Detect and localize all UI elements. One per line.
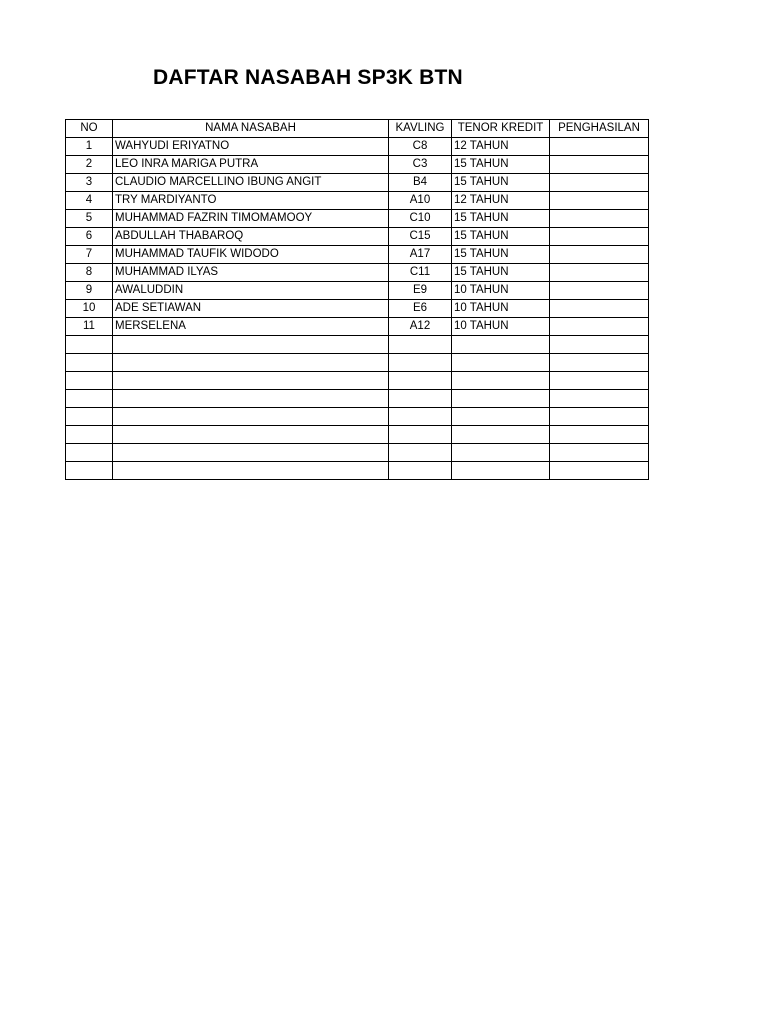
cell-kavling[interactable]: C3 <box>389 156 452 174</box>
cell-kavling[interactable]: C10 <box>389 210 452 228</box>
cell-no[interactable] <box>66 408 113 426</box>
table-row <box>66 426 649 444</box>
table-row <box>66 318 649 336</box>
table-row <box>66 354 649 372</box>
cell-kavling[interactable]: B4 <box>389 174 452 192</box>
cell-tenor[interactable] <box>452 336 550 354</box>
table-row <box>66 228 649 246</box>
cell-income[interactable] <box>550 444 649 462</box>
cell-income[interactable] <box>550 246 649 264</box>
table-row <box>66 336 649 354</box>
cell-no[interactable]: 9 <box>66 282 113 300</box>
table-header-row <box>66 120 649 138</box>
cell-name[interactable]: LEO INRA MARIGA PUTRA <box>113 156 389 174</box>
cell-name[interactable] <box>113 408 389 426</box>
cell-income[interactable] <box>550 372 649 390</box>
cell-income[interactable] <box>550 354 649 372</box>
table-row <box>66 390 649 408</box>
cell-kavling[interactable]: C8 <box>389 138 452 156</box>
cell-income[interactable] <box>550 426 649 444</box>
cell-kavling[interactable] <box>389 336 452 354</box>
table-row <box>66 444 649 462</box>
cell-kavling[interactable]: A12 <box>389 318 452 336</box>
cell-tenor[interactable]: 15 TAHUN <box>452 228 550 246</box>
table-row <box>66 282 649 300</box>
table-row <box>66 300 649 318</box>
cell-no[interactable] <box>66 336 113 354</box>
cell-income[interactable] <box>550 228 649 246</box>
cell-name[interactable] <box>113 462 389 480</box>
cell-kavling[interactable] <box>389 444 452 462</box>
cell-no[interactable] <box>66 426 113 444</box>
cell-income[interactable] <box>550 210 649 228</box>
table-row <box>66 408 649 426</box>
cell-name[interactable]: AWALUDDIN <box>113 282 389 300</box>
cell-income[interactable] <box>550 408 649 426</box>
cell-tenor[interactable] <box>452 354 550 372</box>
cell-name[interactable]: MUHAMMAD TAUFIK WIDODO <box>113 246 389 264</box>
cell-no[interactable]: 10 <box>66 300 113 318</box>
cell-no[interactable]: 2 <box>66 156 113 174</box>
cell-income[interactable] <box>550 300 649 318</box>
cell-name[interactable] <box>113 372 389 390</box>
cell-no[interactable] <box>66 354 113 372</box>
cell-no[interactable]: 7 <box>66 246 113 264</box>
cell-kavling[interactable]: A10 <box>389 192 452 210</box>
cell-name[interactable] <box>113 390 389 408</box>
cell-income[interactable] <box>550 138 649 156</box>
table-body <box>66 138 649 480</box>
cell-income[interactable] <box>550 174 649 192</box>
column-header-name: NAMA NASABAH <box>113 120 389 138</box>
customer-table <box>65 119 649 480</box>
cell-name[interactable]: WAHYUDI ERIYATNO <box>113 138 389 156</box>
cell-no[interactable]: 11 <box>66 318 113 336</box>
table-row <box>66 210 649 228</box>
cell-tenor[interactable] <box>452 408 550 426</box>
table-row <box>66 264 649 282</box>
cell-income[interactable] <box>550 156 649 174</box>
cell-name[interactable]: CLAUDIO MARCELLINO IBUNG ANGIT <box>113 174 389 192</box>
cell-tenor[interactable] <box>452 426 550 444</box>
cell-name[interactable] <box>113 426 389 444</box>
table-row <box>66 138 649 156</box>
cell-no[interactable]: 1 <box>66 138 113 156</box>
table-row <box>66 156 649 174</box>
cell-no[interactable] <box>66 462 113 480</box>
cell-no[interactable]: 6 <box>66 228 113 246</box>
table-row <box>66 372 649 390</box>
table-row <box>66 192 649 210</box>
cell-kavling[interactable]: A17 <box>389 246 452 264</box>
cell-income[interactable] <box>550 282 649 300</box>
column-header-kavling: KAVLING <box>389 120 452 138</box>
page-title: DAFTAR NASABAH SP3K BTN <box>153 66 463 89</box>
cell-tenor[interactable] <box>452 372 550 390</box>
cell-no[interactable] <box>66 372 113 390</box>
column-header-income: PENGHASILAN <box>550 120 649 138</box>
cell-kavling[interactable]: C15 <box>389 228 452 246</box>
cell-kavling[interactable] <box>389 390 452 408</box>
cell-tenor[interactable]: 12 TAHUN <box>452 138 550 156</box>
cell-name[interactable]: ABDULLAH THABAROQ <box>113 228 389 246</box>
column-header-no: NO <box>66 120 113 138</box>
table-row <box>66 462 649 480</box>
cell-tenor[interactable]: 10 TAHUN <box>452 300 550 318</box>
table-row <box>66 174 649 192</box>
cell-no[interactable]: 5 <box>66 210 113 228</box>
cell-no[interactable] <box>66 390 113 408</box>
cell-name[interactable]: MUHAMMAD ILYAS <box>113 264 389 282</box>
column-header-tenor: TENOR KREDIT <box>452 120 550 138</box>
cell-kavling[interactable] <box>389 408 452 426</box>
cell-no[interactable] <box>66 444 113 462</box>
cell-tenor[interactable]: 15 TAHUN <box>452 174 550 192</box>
cell-no[interactable]: 3 <box>66 174 113 192</box>
cell-tenor[interactable]: 15 TAHUN <box>452 210 550 228</box>
cell-name[interactable]: ADE SETIAWAN <box>113 300 389 318</box>
cell-income[interactable] <box>550 264 649 282</box>
cell-tenor[interactable]: 15 TAHUN <box>452 264 550 282</box>
cell-tenor[interactable]: 10 TAHUN <box>452 282 550 300</box>
cell-name[interactable]: MUHAMMAD FAZRIN TIMOMAMOOY <box>113 210 389 228</box>
cell-name[interactable]: MERSELENA <box>113 318 389 336</box>
cell-kavling[interactable]: C11 <box>389 264 452 282</box>
cell-no[interactable]: 8 <box>66 264 113 282</box>
cell-income[interactable] <box>550 390 649 408</box>
cell-no[interactable]: 4 <box>66 192 113 210</box>
cell-name[interactable]: TRY MARDIYANTO <box>113 192 389 210</box>
cell-name[interactable] <box>113 354 389 372</box>
cell-tenor[interactable]: 15 TAHUN <box>452 156 550 174</box>
cell-income[interactable] <box>550 462 649 480</box>
cell-income[interactable] <box>550 318 649 336</box>
cell-kavling[interactable]: E6 <box>389 300 452 318</box>
cell-kavling[interactable] <box>389 462 452 480</box>
cell-tenor[interactable]: 12 TAHUN <box>452 192 550 210</box>
cell-tenor[interactable] <box>452 444 550 462</box>
cell-income[interactable] <box>550 336 649 354</box>
cell-income[interactable] <box>550 192 649 210</box>
cell-kavling[interactable] <box>389 372 452 390</box>
cell-tenor[interactable]: 10 TAHUN <box>452 318 550 336</box>
cell-tenor[interactable]: 15 TAHUN <box>452 246 550 264</box>
cell-name[interactable] <box>113 444 389 462</box>
cell-kavling[interactable] <box>389 426 452 444</box>
cell-tenor[interactable] <box>452 390 550 408</box>
table-row <box>66 246 649 264</box>
cell-name[interactable] <box>113 336 389 354</box>
cell-tenor[interactable] <box>452 462 550 480</box>
cell-kavling[interactable]: E9 <box>389 282 452 300</box>
cell-kavling[interactable] <box>389 354 452 372</box>
